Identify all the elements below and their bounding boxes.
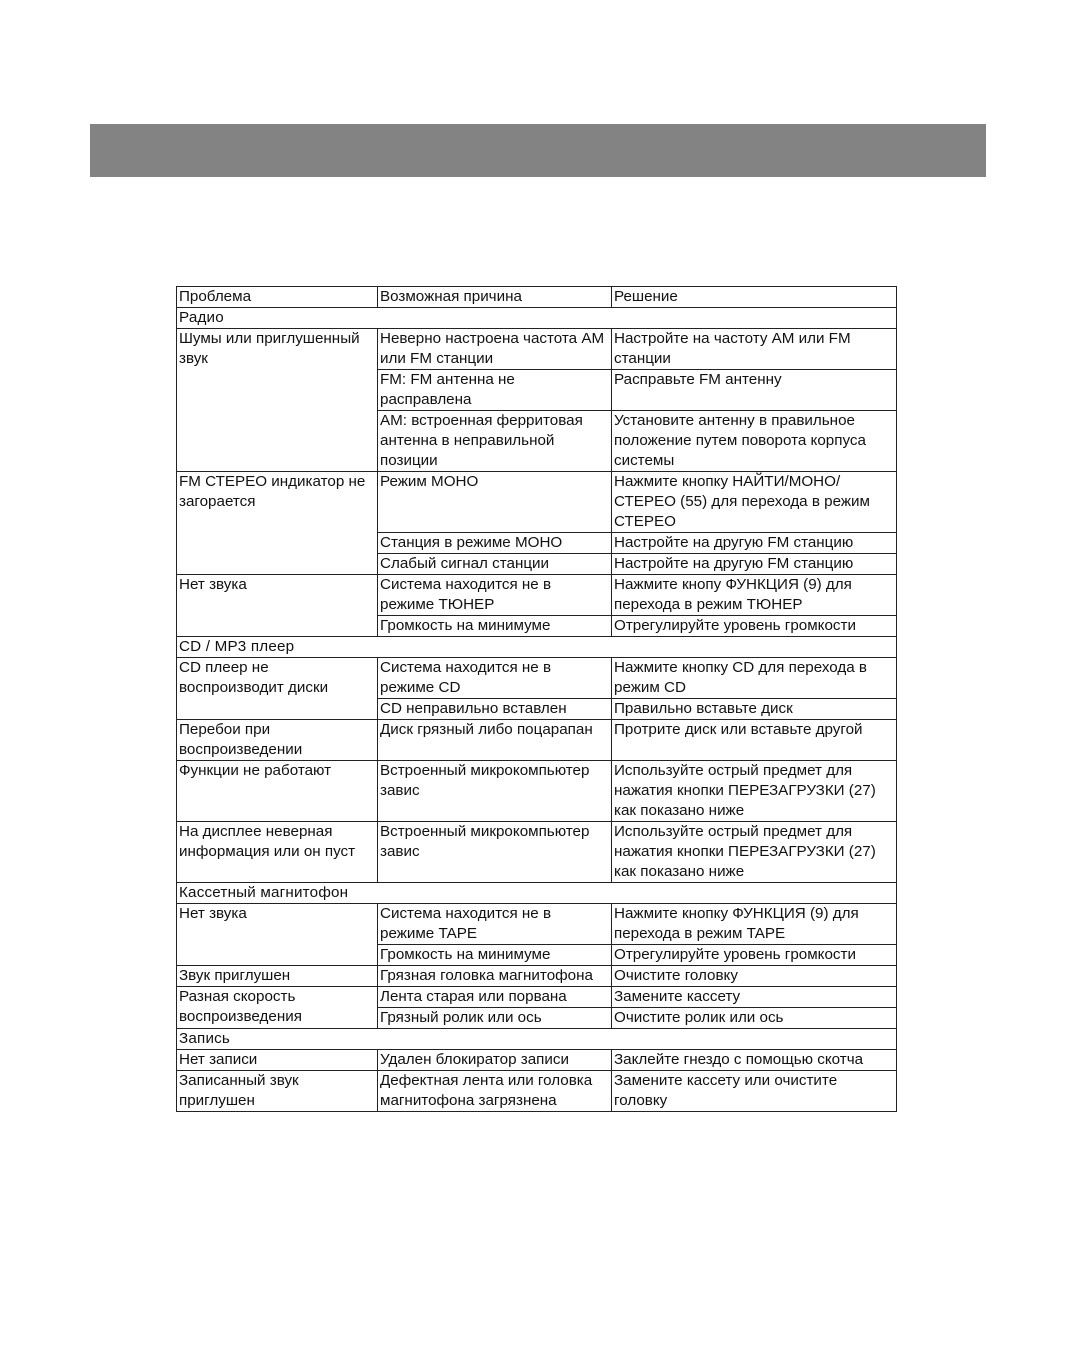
section-title: CD / MP3 плеер [177, 637, 897, 658]
cause-cell: Удален блокиратор записи [378, 1050, 612, 1071]
cause-cell: Лента старая или порвана [378, 987, 612, 1008]
table-row [177, 472, 897, 533]
cause-cell: CD неправильно вставлен [378, 699, 612, 720]
cause-cell: Система находится не в режиме ТЮНЕР [378, 575, 612, 616]
problem-cell: Шумы или приглушенный звук [177, 329, 378, 472]
troubleshooting-table [176, 286, 897, 1112]
cause-cell: Громкость на минимуме [378, 945, 612, 966]
table-row [177, 966, 897, 987]
solution-cell: Нажмите кнопку CD для перехода в режим CD [612, 658, 897, 699]
problem-cell: Нет звука [177, 575, 378, 637]
problem-cell: На дисплее неверная информация или он пуст [177, 822, 378, 883]
column-header-cause: Возможная причина [378, 287, 612, 308]
problem-cell: Перебои при воспроизведении [177, 720, 378, 761]
cause-cell: Грязная головка магнитофона [378, 966, 612, 987]
column-header-solution: Решение [612, 287, 897, 308]
solution-cell: Нажмите кнопку ФУНКЦИЯ (9) для перехода в режим TAPE [612, 904, 897, 945]
solution-cell: Используйте острый предмет для нажатия кнопки ПЕРЕЗАГРУЗКИ (27) как показано ниже [612, 822, 897, 883]
cause-cell: Диск грязный либо поцарапан [378, 720, 612, 761]
solution-cell: Установите антенну в правильное положение путем поворота корпуса системы [612, 411, 897, 472]
cause-cell: Слабый сигнал станции [378, 554, 612, 575]
solution-cell: Замените кассету или очистите головку [612, 1071, 897, 1112]
solution-cell: Нажмите кнопу ФУНКЦИЯ (9) для перехода в режим ТЮНЕР [612, 575, 897, 616]
section-title: Радио [177, 308, 897, 329]
cause-cell: Неверно настроена частота АМ или FM станции [378, 329, 612, 370]
cause-cell: Станция в режиме МОНО [378, 533, 612, 554]
cause-cell: Дефектная лента или головка магнитофона загрязнена [378, 1071, 612, 1112]
problem-cell: Функции не работают [177, 761, 378, 822]
solution-cell: Заклейте гнездо с помощью скотча [612, 1050, 897, 1071]
cause-cell: Встроенный микрокомпьютер завис [378, 761, 612, 822]
cause-cell: Встроенный микрокомпьютер завис [378, 822, 612, 883]
problem-cell: Разная скорость воспроизведения [177, 987, 378, 1029]
section-title: Запись [177, 1029, 897, 1050]
solution-cell: Настройте на частоту АМ или FM станции [612, 329, 897, 370]
table-header-row [177, 287, 897, 308]
solution-cell: Замените кассету [612, 987, 897, 1008]
table-row [177, 822, 897, 883]
solution-cell: Правильно вставьте диск [612, 699, 897, 720]
cause-cell: FM: FM антенна не расправлена [378, 370, 612, 411]
header-bar [90, 124, 986, 177]
solution-cell: Настройте на другую FM станцию [612, 554, 897, 575]
cause-cell: Система находится не в режиме CD [378, 658, 612, 699]
table-row [177, 658, 897, 699]
solution-cell: Используйте острый предмет для нажатия кнопки ПЕРЕЗАГРУЗКИ (27) как показано ниже [612, 761, 897, 822]
problem-cell: Нет записи [177, 1050, 378, 1071]
table-row [177, 1071, 897, 1112]
problem-cell: Нет звука [177, 904, 378, 966]
cause-cell: AM: встроенная ферритовая антенна в неправильной позиции [378, 411, 612, 472]
table-row [177, 329, 897, 370]
cause-cell: Режим МОНО [378, 472, 612, 533]
solution-cell: Настройте на другую FM станцию [612, 533, 897, 554]
table-row [177, 720, 897, 761]
solution-cell: Протрите диск или вставьте другой [612, 720, 897, 761]
table-row [177, 1050, 897, 1071]
problem-cell: FM СТЕРЕО индикатор не загорается [177, 472, 378, 575]
solution-cell: Отрегулируйте уровень громкости [612, 616, 897, 637]
column-header-problem: Проблема [177, 287, 378, 308]
table-row [177, 904, 897, 945]
problem-cell: Звук приглушен [177, 966, 378, 987]
troubleshooting-table-body [177, 287, 897, 1112]
table-row [177, 987, 897, 1008]
cause-cell: Система находится не в режиме TAPE [378, 904, 612, 945]
solution-cell: Отрегулируйте уровень громкости [612, 945, 897, 966]
problem-cell: Записанный звук приглушен [177, 1071, 378, 1112]
solution-cell: Нажмите кнопку НАЙТИ/МОНО/СТЕРЕО (55) для перехода в режим СТЕРЕО [612, 472, 897, 533]
problem-cell: CD плеер не воспроизводит диски [177, 658, 378, 720]
solution-cell: Расправьте FM антенну [612, 370, 897, 411]
cause-cell: Громкость на минимуме [378, 616, 612, 637]
cause-cell: Грязный ролик или ось [378, 1008, 612, 1029]
section-title: Кассетный магнитофон [177, 883, 897, 904]
solution-cell: Очистите ролик или ось [612, 1008, 897, 1029]
section-row [177, 308, 897, 329]
section-row [177, 637, 897, 658]
section-row [177, 1029, 897, 1050]
table-row [177, 761, 897, 822]
section-row [177, 883, 897, 904]
solution-cell: Очистите головку [612, 966, 897, 987]
table-row [177, 575, 897, 616]
